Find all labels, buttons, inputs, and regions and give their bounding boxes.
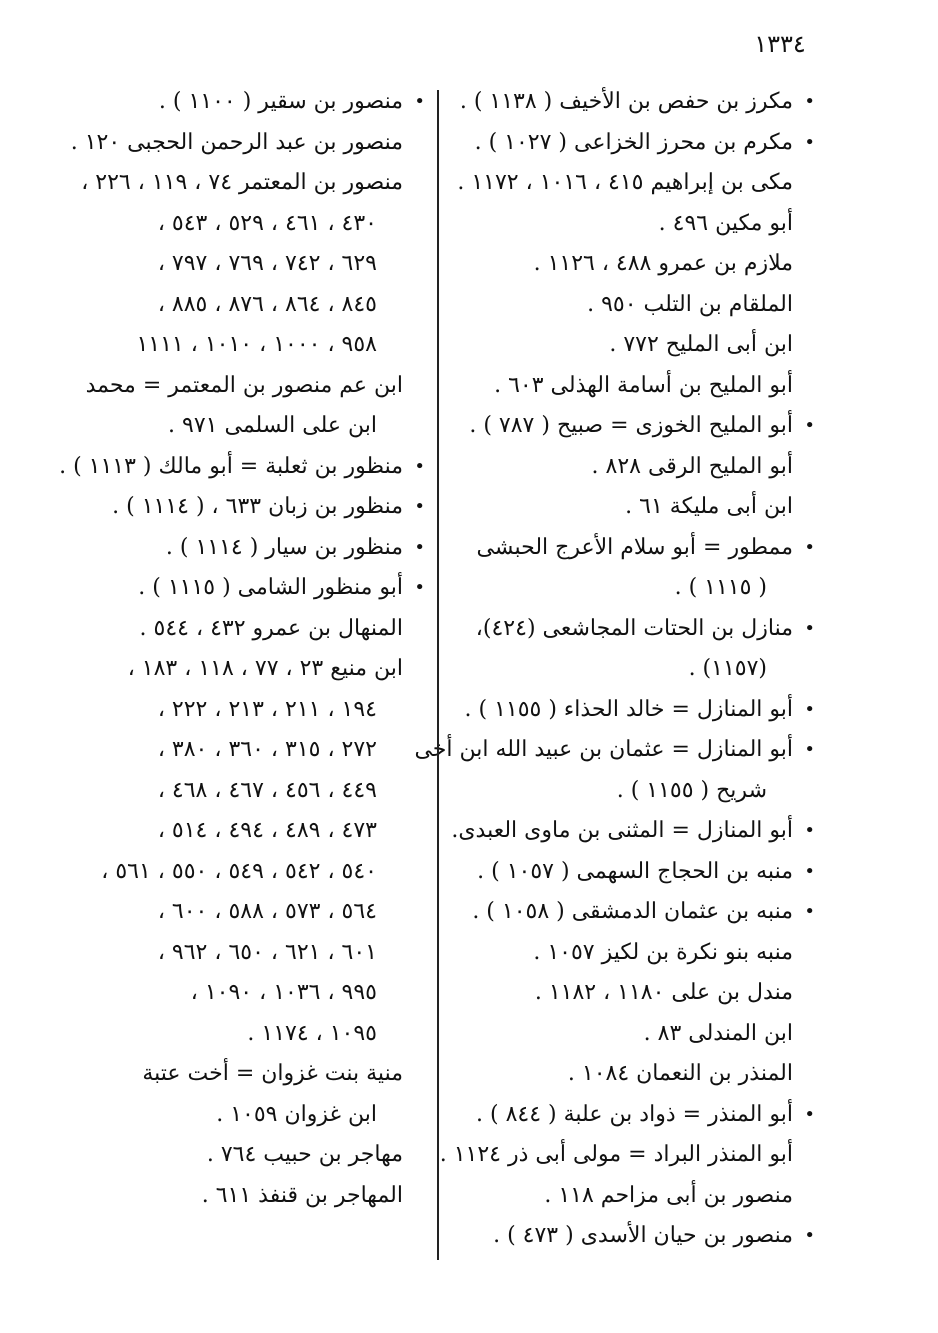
- index-entry-starred-line: • منظور بن زبان ٦٣٣ ، ( ١١١٤ ) .: [70, 487, 425, 528]
- index-entry: [70, 528, 425, 569]
- index-entry-line: منصور بن أبى مزاحم ١١٨ .: [544, 1182, 793, 1208]
- index-entry-starred-line: • منازل بن الحتات المجاشعى (٤٢٤)،: [455, 609, 815, 650]
- index-entry-starred-line: • أبو منظور الشامى ( ١١١٥ ) .: [70, 568, 425, 609]
- index-entry: [455, 244, 815, 285]
- index-entry-line: المهاجر بن قنفذ ٦١١ .: [201, 1182, 403, 1208]
- index-entry: [455, 487, 815, 528]
- index-entry-continuation: ٩٩٥ ، ١٠٣٦ ، ١٠٩٠ ،: [190, 980, 377, 1005]
- index-entry-starred-line: • أبو المنازل = خالد الحذاء ( ١١٥٥ ) .: [455, 690, 815, 731]
- index-entry-starred-line: • منصور بن سقير ( ١١٠٠ ) .: [70, 82, 425, 123]
- index-entry-starred-line: • مكرز بن حفص بن الأخيف ( ١١٣٨ ) .: [455, 82, 815, 123]
- index-entry: [70, 163, 425, 366]
- index-entry-line: منبه بنو نكرة بن لكيز ١٠٥٧ .: [533, 939, 793, 965]
- index-entry: [455, 973, 815, 1014]
- index-entry-line: ابن عم منصور بن المعتمر = محمد: [85, 372, 403, 398]
- index-entry-line: مندل بن على ١١٨٠ ، ١١٨٢ .: [534, 980, 793, 1005]
- index-entry: [455, 204, 815, 245]
- index-entry-starred-line: • أبو المنذر = ذواد بن علبة ( ٨٤٤ ) .: [455, 1095, 815, 1136]
- index-entry: [455, 123, 815, 164]
- index-entry-starred-line: • أبو المليح الخوزى = صبيح ( ٧٨٧ ) .: [455, 406, 815, 447]
- index-entry-continuation: ٥٤٠ ، ٥٤٢ ، ٥٤٩ ، ٥٥٠ ، ٥٦١ ،: [101, 858, 377, 884]
- index-entry-starred-line: • منصور بن حيان الأسدى ( ٤٧٣ ) .: [455, 1216, 815, 1257]
- index-entry-continuation: ٦٢٩ ، ٧٤٢ ، ٧٦٩ ، ٧٩٧ ،: [157, 251, 377, 276]
- index-entry-continuation: ١٩٤ ، ٢١١ ، ٢١٣ ، ٢٢٢ ،: [157, 696, 377, 722]
- index-entry: [455, 528, 815, 609]
- index-entry: [455, 1216, 815, 1257]
- index-entry-line: أبو المنذر البراد = مولى أبى ذر ١١٢٤ .: [439, 1142, 793, 1167]
- index-entry-line: أبو المليح بن أسامة الهذلى ٦٠٣ .: [494, 372, 793, 398]
- index-entry-line: ابن أبى مليكة ٦١ .: [625, 494, 793, 519]
- index-entry-line: ابن المندلى ٨٣ .: [643, 1020, 793, 1046]
- index-entry: [70, 366, 425, 447]
- index-entry: [70, 568, 425, 609]
- index-column-right: [414, 82, 815, 1257]
- page-number: ١٣٣٤: [754, 30, 806, 58]
- index-entry-starred-line: • أبو المنازل = عثمان بن عبيد الله ابن أخى: [455, 730, 815, 771]
- index-entry: [455, 690, 815, 731]
- index-entry: [455, 609, 815, 690]
- index-entry-line: منصور بن عبد الرحمن الحجبى ١٢٠ .: [70, 129, 403, 155]
- index-entry: [455, 1095, 815, 1136]
- index-entry-line: ملازم بن عمرو ٤٨٨ ، ١١٢٦ .: [533, 251, 793, 276]
- index-entry: [59, 447, 425, 488]
- index-entry: [414, 730, 815, 811]
- index-entry: [455, 1176, 815, 1217]
- index-entry-continuation: ٩٥٨ ، ١٠٠٠ ، ١٠١٠ ، ١١١١: [136, 332, 377, 357]
- index-entry-continuation: ابن غزوان ١٠٥٩ .: [216, 1101, 377, 1127]
- index-entry: [455, 892, 815, 933]
- index-entry: [451, 811, 815, 852]
- index-entry: [455, 406, 815, 447]
- index-entry-continuation: ٤٧٣ ، ٤٨٩ ، ٤٩٤ ، ٥١٤ ،: [157, 818, 377, 843]
- index-entry: [455, 163, 815, 204]
- index-entry-continuation: ٤٤٩ ، ٤٥٦ ، ٤٦٧ ، ٤٦٨ ،: [157, 777, 377, 803]
- index-entry-starred-line: • منظور بن ثعلبة = أبو مالك ( ١١١٣ ) .: [70, 447, 425, 488]
- index-entry-starred-line: • منظور بن سيار ( ١١١٤ ) .: [70, 528, 425, 569]
- index-entry: [455, 366, 815, 407]
- index-entry-line: مهاجر بن حبيب ٧٦٤ .: [206, 1142, 403, 1167]
- index-entry-line: الملقام بن التلب ٩٥٠ .: [587, 291, 793, 317]
- index-entry: [455, 285, 815, 326]
- index-entry: [455, 933, 815, 974]
- index-entry-line: أبو مكين ٤٩٦ .: [658, 210, 793, 236]
- index-entry-line: المنذر بن النعمان ١٠٨٤ .: [567, 1061, 793, 1086]
- index-entry-continuation: شريح ( ١١٥٥ ) .: [616, 777, 767, 803]
- index-entry: [455, 1014, 815, 1055]
- index-entry-line: منية بنت غزوان = أخت عتبة: [142, 1061, 403, 1086]
- index-entry-starred-line: • منبه بن عثمان الدمشقى ( ١٠٥٨ ) .: [455, 892, 815, 933]
- index-entry-continuation: ٦٠١ ، ٦٢١ ، ٦٥٠ ، ٩٦٢ ،: [157, 939, 377, 965]
- index-entry: [70, 1176, 425, 1217]
- index-entry: [455, 852, 815, 893]
- index-entry-continuation: ابن على السلمى ٩٧١ .: [168, 413, 377, 438]
- index-entry-starred-line: • ممطور = أبو سلام الأعرج الحبشى: [455, 528, 815, 569]
- index-entry: [455, 82, 815, 123]
- index-entry-continuation: ( ١١١٥ ) .: [674, 575, 767, 600]
- index-entry: [455, 1054, 815, 1095]
- index-entry-continuation: ١٠٩٥ ، ١١٧٤ .: [247, 1020, 377, 1046]
- index-entry: [70, 82, 425, 123]
- index-entry: [70, 1135, 425, 1176]
- index-entry: [455, 447, 815, 488]
- index-entry-continuation: ٨٤٥ ، ٨٦٤ ، ٨٧٦ ، ٨٨٥ ،: [157, 291, 377, 317]
- index-entry: [70, 123, 425, 164]
- index-entry-continuation: ٢٧٢ ، ٣١٥ ، ٣٦٠ ، ٣٨٠ ،: [157, 737, 377, 762]
- index-entry: [70, 1054, 425, 1135]
- index-entry-line: ابن منيع ٢٣ ، ٧٧ ، ١١٨ ، ١٨٣ ،: [127, 656, 403, 681]
- index-entry-line: ابن أبى المليح ٧٧٢ .: [609, 332, 793, 357]
- index-entry-starred-line: • أبو المنازل = المثنى بن ماوى العبدى.: [455, 811, 815, 852]
- index-entry-line: المنهال بن عمرو ٤٣٢ ، ٥٤٤ .: [139, 615, 403, 641]
- index-entry: [70, 487, 425, 528]
- index-entry: [455, 325, 815, 366]
- index-entry-line: أبو المليح الرقى ٨٢٨ .: [591, 453, 793, 479]
- index-entry-continuation: ٥٦٤ ، ٥٧٣ ، ٥٨٨ ، ٦٠٠ ،: [157, 899, 377, 924]
- index-entry-line: مكى بن إبراهيم ٤١٥ ، ١٠١٦ ، ١١٧٢ .: [457, 170, 793, 195]
- index-column-left: [59, 82, 425, 1216]
- index-entry-line: منصور بن المعتمر ٧٤ ، ١١٩ ، ٢٢٦ ،: [81, 170, 403, 195]
- column-divider: [437, 90, 439, 1260]
- index-entry-starred-line: • مكرم بن محرز الخزاعى ( ١٠٢٧ ) .: [455, 123, 815, 164]
- index-entry: [439, 1135, 815, 1176]
- index-entry: [70, 649, 425, 1054]
- index-entry: [70, 609, 425, 650]
- index-entry-continuation: (١١٥٧) .: [688, 656, 767, 681]
- index-entry-starred-line: • منبه بن الحجاج السهمى ( ١٠٥٧ ) .: [455, 852, 815, 893]
- index-entry-continuation: ٤٣٠ ، ٤٦١ ، ٥٢٩ ، ٥٤٣ ،: [157, 210, 377, 236]
